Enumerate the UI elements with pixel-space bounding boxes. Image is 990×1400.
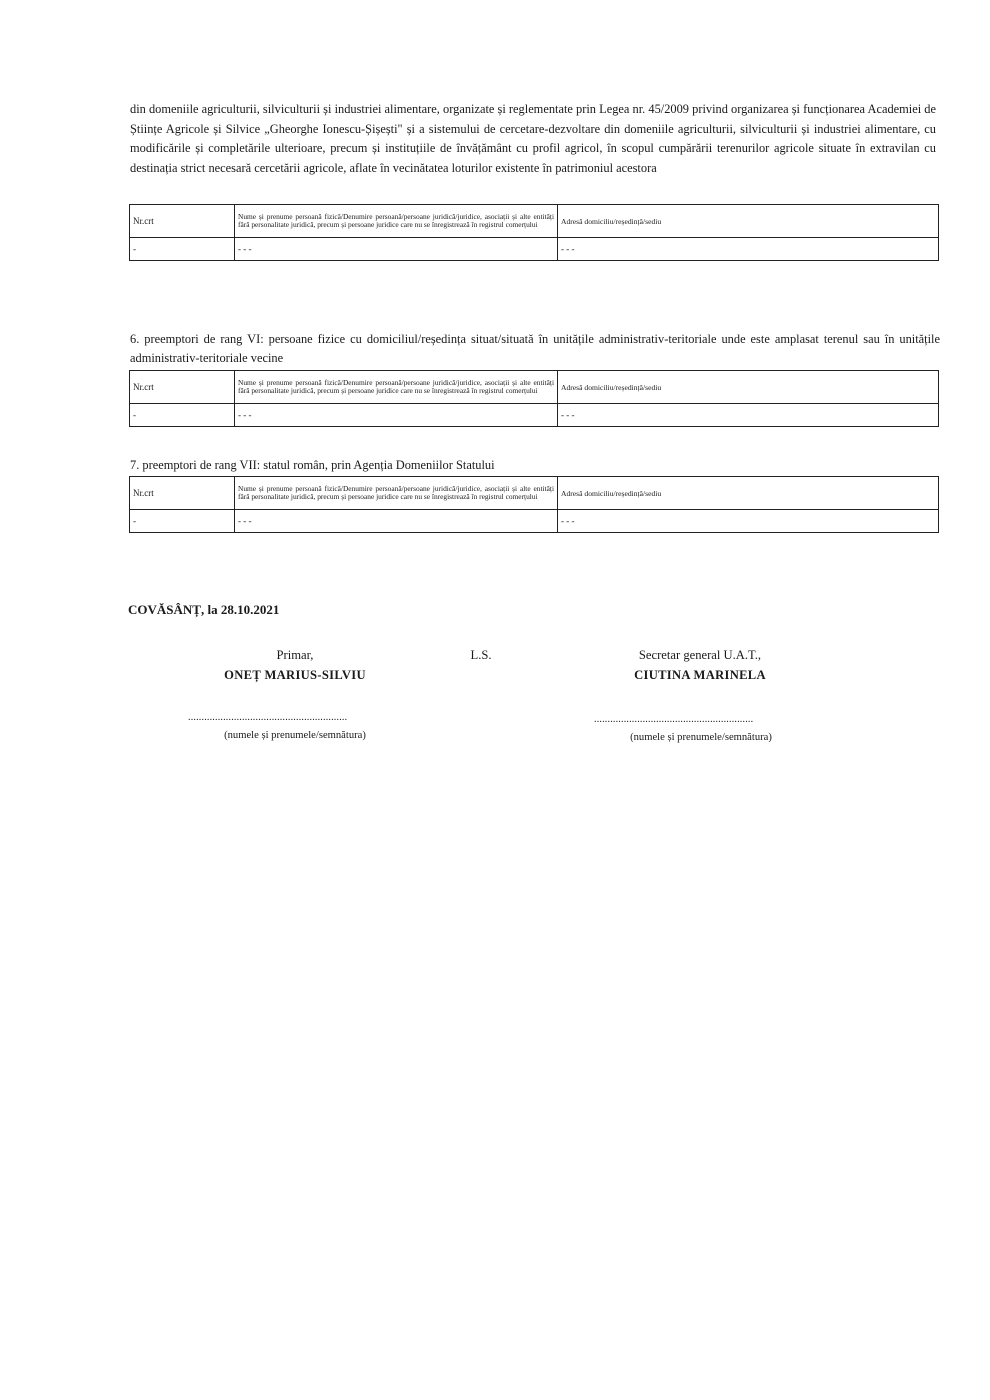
mayor-signature-caption: (numele și prenumele/semnătura) [224,730,366,741]
table-row [130,510,939,533]
cell-address: - - - [558,238,939,261]
preemptor-table-rank-7 [129,476,939,533]
header-nr: Nr.crt [130,477,235,510]
secretary-signature-caption: (numele și prenumele/semnătura) [630,732,772,743]
cell-address: - - - [558,510,939,533]
table-header-row [130,371,939,404]
section-heading-rank-6: 6. preemptori de rang VI: persoane fizice cu domiciliul/reședința situat/situată în unitățile administrativ-teritoriale unde este amplasat terenul sau în unitățile administrativ-teritoriale vecine [130,332,940,365]
secretary-name: CIUTINA MARINELA [634,668,766,682]
header-address: Adresă domiciliu/reședință/sediu [558,371,939,404]
cell-nr: - [130,404,235,427]
preemptor-table-rank-5 [129,204,939,261]
mayor-name: ONEȚ MARIUS-SILVIU [224,668,366,682]
cell-name: - - - [235,510,558,533]
cell-nr: - [130,238,235,261]
header-name: Nume și prenume persoană fizică/Denumire persoană/persoane juridică/juridice, asociații și alte entități fără personalitate juridică, precum și persoane juridice care nu se înregistrează în registrul comerțului [235,205,558,238]
table-row [130,238,939,261]
intro-paragraph: din domeniile agriculturii, silviculturii și industriei alimentare, organizate și reglementate prin Legea nr. 45/2009 privind organizarea și funcționarea Academiei de Științe Agricole și Silvice „Gheorghe Ionescu-Șișești" și a sistemului de cercetare-dezvoltare din domeniile agriculturii, silviculturii și industriei alimentare, cu modificările și completările ulterioare, precum și instituțiile de învățământ cu profil agricol, în scopul cumpărării terenurilor agricole situate în extravilan cu destinația strict necesară cercetării agricole, aflate în vecinătatea loturilor existente în patrimoniul acestora [130,102,936,175]
table-header-row [130,205,939,238]
stamp-label: L.S. [470,648,492,662]
header-nr: Nr.crt [130,205,235,238]
header-address: Adresă domiciliu/reședință/sediu [558,205,939,238]
header-name: Nume și prenume persoană fizică/Denumire persoană/persoane juridică/juridice, asociații și alte entități fără personalitate juridică, precum și persoane juridice care nu se înregistrează în registrul comerțului [235,371,558,404]
secretary-signature-line: ........................................................... [594,714,754,725]
section-heading-rank-7: 7. preemptori de rang VII: statul român, prin Agenția Domeniilor Statului [130,458,495,472]
cell-name: - - - [235,238,558,261]
cell-nr: - [130,510,235,533]
preemptor-table-rank-6 [129,370,939,427]
header-nr: Nr.crt [130,371,235,404]
header-name: Nume și prenume persoană fizică/Denumire persoană/persoane juridică/juridice, asociații și alte entități fără personalitate juridică, precum și persoane juridice care nu se înregistrează în registrul comerțului [235,477,558,510]
table-row [130,404,939,427]
mayor-role: Primar, [276,648,314,662]
secretary-role: Secretar general U.A.T., [638,648,762,662]
cell-name: - - - [235,404,558,427]
cell-address: - - - [558,404,939,427]
header-address: Adresă domiciliu/reședință/sediu [558,477,939,510]
table-header-row [130,477,939,510]
place-date: COVĂSÂNȚ, la 28.10.2021 [128,602,280,617]
mayor-signature-line: ........................................................... [188,712,348,723]
